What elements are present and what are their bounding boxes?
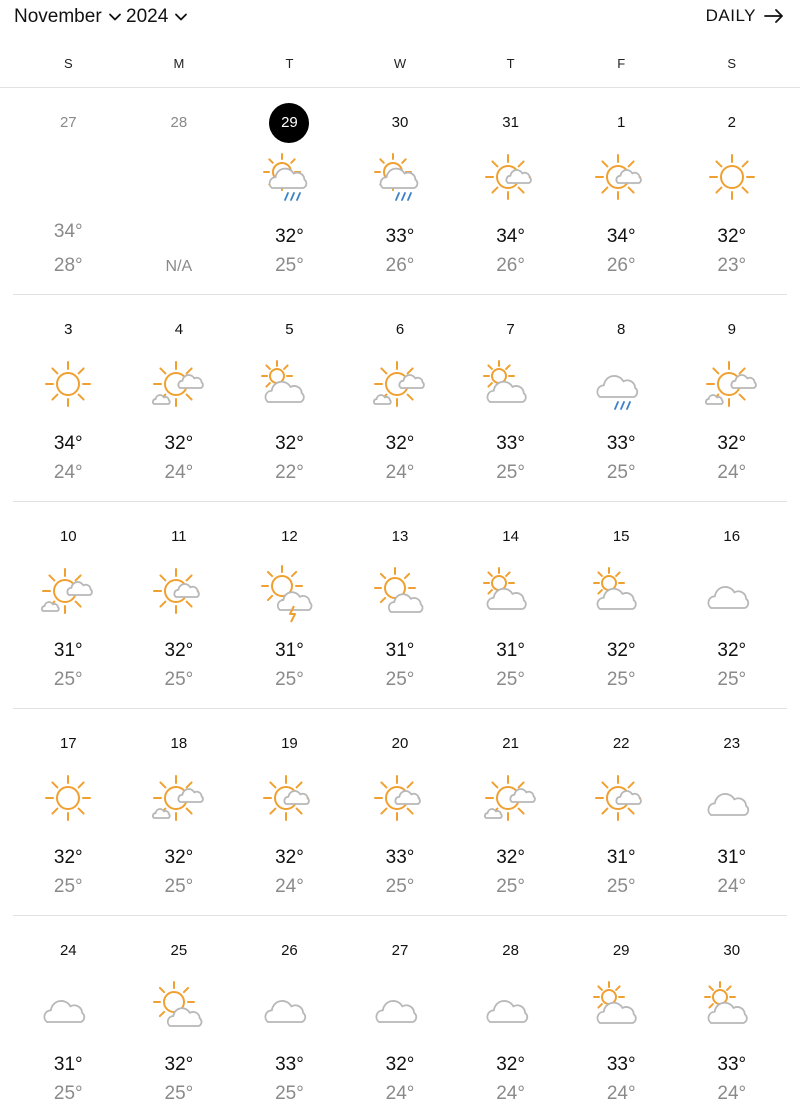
month-label: November	[14, 6, 102, 27]
day-date	[455, 526, 566, 548]
rain-sun-icon	[262, 150, 316, 204]
low-temp: 24°	[717, 876, 747, 897]
day-cell[interactable]	[566, 295, 677, 501]
day-cell[interactable]	[234, 709, 345, 915]
high-temp: 33°	[606, 1054, 636, 1075]
day-date	[13, 112, 124, 134]
high-temp: 33°	[606, 433, 636, 454]
day-date	[13, 526, 124, 548]
day-date	[13, 319, 124, 341]
day-cell[interactable]	[234, 88, 345, 294]
low-temp: 25°	[717, 669, 747, 690]
low-temp: 25°	[496, 876, 525, 897]
high-temp: 32°	[606, 640, 636, 661]
partly-cloudy-icon	[705, 978, 759, 1032]
day-number: 7	[506, 321, 515, 338]
low-temp: 24°	[53, 462, 83, 483]
low-temp: 25°	[385, 669, 415, 690]
day-number: 22	[612, 735, 630, 752]
day-date	[234, 733, 345, 755]
day-date	[345, 733, 456, 755]
sun-two-clouds-icon	[152, 771, 206, 825]
high-temp: 34°	[496, 226, 525, 247]
high-temp: 33°	[385, 847, 415, 868]
high-temp: 32°	[496, 847, 525, 868]
day-date	[124, 526, 235, 548]
daily-view-label: DAILY	[705, 6, 756, 25]
day-number: 18	[170, 735, 188, 752]
sun-two-clouds-icon	[373, 357, 427, 411]
high-temp: 31°	[275, 640, 304, 661]
day-date	[455, 112, 566, 134]
low-temp: 25°	[164, 876, 194, 897]
day-cell[interactable]	[566, 916, 677, 1110]
day-number: 26	[281, 942, 298, 959]
thunder-sun-icon	[262, 564, 316, 618]
arrow-right-icon	[764, 8, 784, 24]
cloud-icon	[41, 978, 95, 1032]
day-cell[interactable]	[455, 88, 566, 294]
low-temp: 24°	[606, 1083, 636, 1104]
high-temp: 33°	[717, 1054, 747, 1075]
day-cell[interactable]	[455, 916, 566, 1110]
day-date	[345, 526, 456, 548]
sun-small-cloud-icon	[152, 564, 206, 618]
high-temp: 32°	[275, 433, 304, 454]
weekday-label: S	[727, 56, 737, 71]
low-temp: 26°	[385, 255, 415, 276]
sun-icon	[41, 357, 95, 411]
calendar-header	[0, 0, 800, 34]
high-temp: 31°	[385, 640, 415, 661]
high-temp: 32°	[275, 847, 304, 868]
day-date	[566, 733, 677, 755]
high-temp: 31°	[53, 1054, 83, 1075]
day-number: 14	[502, 528, 519, 545]
weekday-label: T	[285, 56, 294, 71]
high-temp: 32°	[164, 640, 194, 661]
day-number: 8	[617, 321, 626, 338]
day-date	[455, 940, 566, 962]
day-date	[455, 733, 566, 755]
day-number: 28	[502, 942, 519, 959]
day-cell[interactable]	[124, 709, 235, 915]
weekday-label: F	[617, 56, 626, 71]
day-number: 23	[723, 735, 741, 752]
day-cell[interactable]	[566, 709, 677, 915]
high-temp: 32°	[496, 1054, 525, 1075]
day-date	[676, 940, 787, 962]
sun-small-cloud-icon	[373, 771, 427, 825]
high-temp: 31°	[606, 847, 636, 868]
low-temp: 26°	[496, 255, 525, 276]
high-temp: 34°	[606, 226, 636, 247]
day-date	[124, 112, 235, 134]
low-temp: 25°	[606, 462, 636, 483]
day-date	[676, 526, 787, 548]
day-cell[interactable]	[455, 295, 566, 501]
rain-icon	[594, 357, 648, 411]
high-temp: 34°	[53, 221, 83, 242]
day-number: 28	[170, 114, 188, 131]
day-cell[interactable]	[13, 88, 124, 294]
low-temp: 24°	[717, 462, 747, 483]
day-number: 5	[285, 321, 294, 338]
day-date	[124, 319, 235, 341]
day-date	[345, 112, 456, 134]
sun-small-cloud-icon	[594, 771, 648, 825]
cloud-icon	[262, 978, 316, 1032]
rain-sun-icon	[373, 150, 427, 204]
day-number: 12	[281, 528, 298, 545]
high-temp: 33°	[496, 433, 525, 454]
week-row	[13, 295, 787, 502]
day-cell[interactable]	[455, 502, 566, 708]
low-temp: 24°	[717, 1083, 747, 1104]
low-temp: 25°	[606, 669, 636, 690]
day-number: 15	[612, 528, 630, 545]
low-temp: 25°	[275, 255, 304, 276]
high-temp: 32°	[717, 640, 747, 661]
low-temp: 22°	[275, 462, 304, 483]
today-date	[234, 112, 345, 143]
day-date	[455, 319, 566, 341]
daily-view-link[interactable]	[706, 6, 784, 26]
low-temp: 25°	[164, 1083, 194, 1104]
day-date	[566, 526, 677, 548]
sun-small-cloud-icon	[262, 771, 316, 825]
day-number: 17	[59, 735, 77, 752]
day-number: 1	[617, 114, 626, 131]
high-temp: 34°	[53, 433, 83, 454]
low-temp: N/A	[165, 258, 193, 275]
high-temp: 32°	[717, 226, 747, 247]
day-number: 6	[395, 321, 405, 338]
weekday-header-row	[13, 48, 787, 80]
day-cell[interactable]	[345, 916, 456, 1110]
day-date	[124, 733, 235, 755]
mostly-cloudy-sun-icon	[373, 564, 427, 618]
day-number: 4	[174, 321, 184, 338]
day-number: 25	[170, 942, 188, 959]
sun-small-cloud-icon	[594, 150, 648, 204]
week-row	[13, 709, 787, 916]
day-date	[676, 319, 787, 341]
day-cell[interactable]	[13, 916, 124, 1110]
day-number: 16	[723, 528, 741, 545]
cloud-icon	[705, 771, 759, 825]
low-temp: 25°	[496, 669, 525, 690]
high-temp: 32°	[717, 433, 747, 454]
day-cell[interactable]	[13, 295, 124, 501]
weekday-label: M	[173, 56, 185, 71]
low-temp: 25°	[385, 876, 415, 897]
high-temp: 32°	[164, 433, 194, 454]
day-cell[interactable]	[676, 916, 787, 1110]
day-date	[13, 733, 124, 755]
day-cell[interactable]	[676, 295, 787, 501]
mostly-cloudy-sun-icon	[152, 978, 206, 1032]
partly-cloudy-icon	[594, 978, 648, 1032]
high-temp: 31°	[717, 847, 747, 868]
sun-two-clouds-icon	[152, 357, 206, 411]
low-temp: 25°	[53, 876, 83, 897]
day-date	[234, 940, 345, 962]
day-number: 19	[281, 735, 298, 752]
low-temp: 25°	[164, 669, 194, 690]
day-cell[interactable]	[345, 502, 456, 708]
low-temp: 24°	[385, 462, 415, 483]
day-number: 30	[723, 942, 741, 959]
day-number: 30	[391, 114, 409, 131]
high-temp: 31°	[53, 640, 83, 661]
sun-two-clouds-icon	[705, 357, 759, 411]
day-date	[676, 112, 787, 134]
low-temp: 24°	[496, 1083, 525, 1104]
day-cell[interactable]	[455, 709, 566, 915]
day-date	[345, 319, 456, 341]
low-temp: 28°	[53, 255, 83, 276]
low-temp: 24°	[385, 1083, 415, 1104]
high-temp: 33°	[275, 1054, 304, 1075]
sun-icon	[41, 771, 95, 825]
day-cell[interactable]	[676, 709, 787, 915]
day-number: 10	[59, 528, 77, 545]
day-number: 9	[727, 321, 736, 338]
day-date	[13, 940, 124, 962]
day-number: 21	[502, 735, 519, 752]
day-number: 29	[269, 103, 309, 143]
year-selector[interactable]	[126, 6, 188, 28]
day-date	[234, 319, 345, 341]
high-temp: 32°	[164, 847, 194, 868]
day-number: 24	[59, 942, 77, 959]
day-date	[566, 319, 677, 341]
day-cell[interactable]	[13, 709, 124, 915]
day-cell[interactable]	[124, 295, 235, 501]
day-number: 2	[727, 114, 736, 131]
week-row	[13, 88, 787, 295]
high-temp: 32°	[164, 1054, 194, 1075]
day-number: 27	[59, 114, 77, 131]
high-temp: 32°	[385, 433, 415, 454]
sun-two-clouds-icon	[41, 564, 95, 618]
partly-cloudy-icon	[484, 564, 538, 618]
day-number: 11	[171, 528, 187, 545]
sun-two-clouds-icon	[484, 771, 538, 825]
day-cell[interactable]	[124, 916, 235, 1110]
low-temp: 25°	[496, 462, 525, 483]
high-temp: 32°	[385, 1054, 415, 1075]
day-date	[676, 733, 787, 755]
day-cell[interactable]	[566, 88, 677, 294]
low-temp: 25°	[275, 669, 304, 690]
chevron-down-icon	[174, 10, 188, 24]
day-date	[566, 940, 677, 962]
day-number: 20	[391, 735, 409, 752]
low-temp: 24°	[164, 462, 194, 483]
low-temp: 25°	[53, 1083, 83, 1104]
chevron-down-icon	[108, 10, 122, 24]
day-number: 13	[391, 528, 409, 545]
week-row	[13, 502, 787, 709]
day-cell[interactable]	[566, 502, 677, 708]
low-temp: 23°	[717, 255, 747, 276]
day-cell[interactable]	[345, 709, 456, 915]
day-number: 27	[391, 942, 409, 959]
sun-small-cloud-icon	[484, 150, 538, 204]
high-temp: 32°	[275, 226, 304, 247]
high-temp: 31°	[496, 640, 525, 661]
partly-cloudy-icon	[484, 357, 538, 411]
day-cell[interactable]	[234, 502, 345, 708]
partly-cloudy-icon	[594, 564, 648, 618]
low-temp: 24°	[275, 876, 304, 897]
year-label: 2024	[126, 6, 169, 27]
low-temp: 26°	[606, 255, 636, 276]
low-temp: 25°	[606, 876, 636, 897]
day-cell[interactable]	[676, 88, 787, 294]
day-cell[interactable]	[124, 88, 235, 294]
day-cell[interactable]	[676, 502, 787, 708]
cloud-icon	[484, 978, 538, 1032]
weekday-label: T	[506, 56, 515, 71]
day-cell[interactable]	[234, 916, 345, 1110]
day-date	[124, 940, 235, 962]
day-date	[234, 526, 345, 548]
day-number: 3	[64, 321, 73, 338]
low-temp: 25°	[275, 1083, 304, 1104]
high-temp: 32°	[53, 847, 83, 868]
cloud-icon	[705, 564, 759, 618]
month-selector[interactable]	[14, 6, 122, 28]
sun-icon	[705, 150, 759, 204]
day-number: 29	[612, 942, 630, 959]
weekday-label: W	[393, 56, 407, 71]
day-cell[interactable]	[345, 88, 456, 294]
day-date	[566, 112, 677, 134]
day-number: 31	[502, 114, 519, 131]
week-row	[13, 916, 787, 1110]
high-temp: 33°	[385, 226, 415, 247]
month-grid	[13, 88, 787, 1110]
partly-cloudy-icon	[262, 357, 316, 411]
cloud-icon	[373, 978, 427, 1032]
day-cell[interactable]	[124, 502, 235, 708]
day-cell[interactable]	[345, 295, 456, 501]
day-cell[interactable]	[234, 295, 345, 501]
day-cell[interactable]	[13, 502, 124, 708]
low-temp: 25°	[53, 669, 83, 690]
weekday-label: S	[63, 56, 73, 71]
day-date	[345, 940, 456, 962]
